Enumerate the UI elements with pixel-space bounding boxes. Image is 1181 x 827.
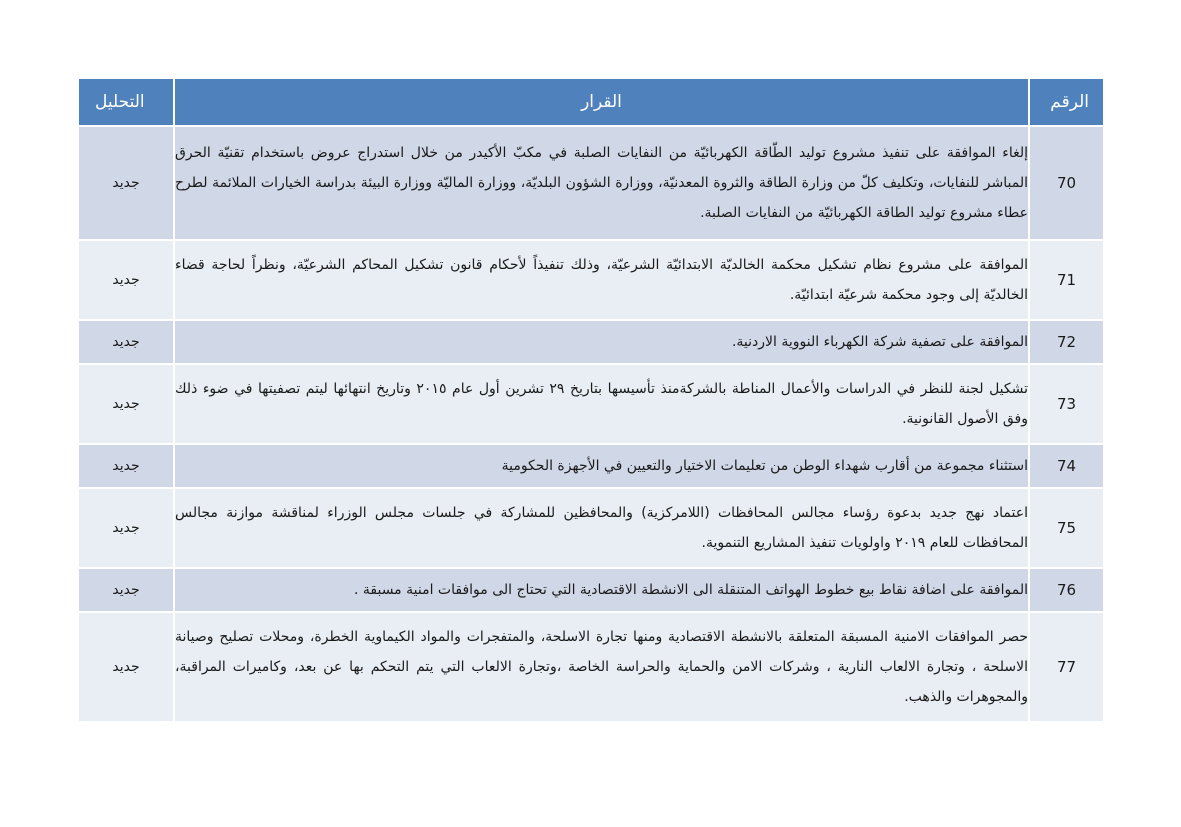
row-number: 74 [1029,444,1104,488]
row-decision: حصر الموافقات الامنية المسبقة المتعلقة بالانشطة الاقتصادية ومنها تجارة الاسلحة، والمتفجرات والمواد الكيماوية الخطرة، ومحلات تصليح وصيانة الاسلحة ، وتجارة الالعاب النارية ، وشركات الامن والحماية والحراسة الخاصة ،وتجارة الالعاب التي يتم التحكم بها عن بعد، وكاميرات المراقبة، والمجوهرات والذهب. [174,612,1029,722]
table-row [78,126,1104,240]
row-analysis: جديد [78,488,174,568]
row-analysis: جديد [78,612,174,722]
header-analysis: التحليل [78,78,174,126]
row-analysis: جديد [78,568,174,612]
table-row [78,320,1104,364]
row-analysis: جديد [78,240,174,320]
row-number: 71 [1029,240,1104,320]
table-row [78,568,1104,612]
table-row [78,612,1104,722]
row-analysis: جديد [78,444,174,488]
table-body [78,126,1104,722]
header-row [78,78,1104,126]
row-analysis: جديد [78,126,174,240]
header-decision: القرار [174,78,1029,126]
row-decision: الموافقة على تصفية شركة الكهرباء النووية الاردنية. [174,320,1029,364]
table-row [78,364,1104,444]
row-number: 73 [1029,364,1104,444]
row-number: 72 [1029,320,1104,364]
row-number: 77 [1029,612,1104,722]
row-decision: اعتماد نهج جديد بدعوة رؤساء مجالس المحافظات (اللامركزية) والمحافظين للمشاركة في جلسات مجلس الوزراء لمناقشة موازنة مجالس المحافظات للعام ٢٠١٩ واولويات تنفيذ المشاريع التنموية. [174,488,1029,568]
row-decision: الموافقة على اضافة نقاط بيع خطوط الهواتف المتنقلة الى الانشطة الاقتصادية التي تحتاج الى موافقات امنية مسبقة . [174,568,1029,612]
table-header [78,78,1104,126]
row-number: 76 [1029,568,1104,612]
row-decision: إلغاء الموافقة على تنفيذ مشروع توليد الطّاقة الكهربائيّة من النفايات الصلبة في مكبّ الأكيدر من خلال استدراج عروض باستخدام تقنيّة الحرق المباشر للنفايات، وتكليف كلّ من وزارة الطاقة والثروة المعدنيّة، ووزارة الشؤون البلديّة، ووزارة الماليّة ووزارة البيئة بدراسة الخيارات الملائمة لطرح عطاء مشروع توليد الطاقة الكهربائيّة من النفايات الصلبة. [174,126,1029,240]
row-decision: الموافقة على مشروع نظام تشكيل محكمة الخالديّة الابتدائيّة الشرعيّة، وذلك تنفيذاً لأحكام قانون تشكيل المحاكم الشرعيّة، ونظراً لحاجة قضاء الخالديّة إلى وجود محكمة شرعيّة ابتدائيّة. [174,240,1029,320]
row-number: 70 [1029,126,1104,240]
row-decision: استثناء مجموعة من أقارب شهداء الوطن من تعليمات الاختيار والتعيين في الأجهزة الحكومية [174,444,1029,488]
row-number: 75 [1029,488,1104,568]
row-decision: تشكيل لجنة للنظر في الدراسات والأعمال المناطة بالشركةمنذ تأسيسها بتاريخ ٢٩ تشرين أول عام ٢٠١٥ وتاريخ انتهائها ليتم تصفيتها في ضوء ذلك وفق الأصول القانونية. [174,364,1029,444]
table-row [78,488,1104,568]
decisions-table [77,77,1105,723]
header-number: الرقم [1029,78,1104,126]
row-analysis: جديد [78,320,174,364]
row-analysis: جديد [78,364,174,444]
table-row [78,240,1104,320]
table-row [78,444,1104,488]
